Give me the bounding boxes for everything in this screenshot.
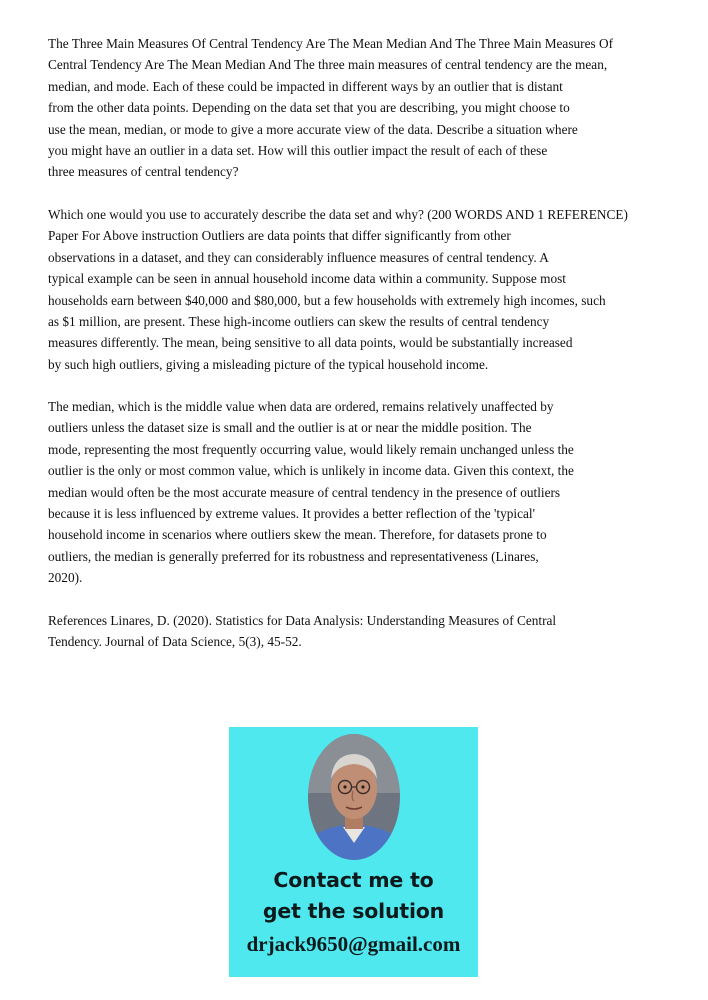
- contact-advertisement[interactable]: [229, 727, 478, 977]
- text-line: by such high outliers, giving a misleading picture of the typical household income.: [48, 356, 489, 372]
- portrait-photo: [307, 733, 401, 861]
- text-line: median would often be the most accurate measure of central tendency in the presence of outliers: [48, 484, 561, 500]
- text-line: outliers unless the dataset size is small and the outlier is at or near the middle position. The: [48, 420, 532, 436]
- text-line: The median, which is the middle value when data are ordered, remains relatively unaffected by: [48, 399, 554, 414]
- text-line: use the mean, median, or mode to give a more accurate view of the data. Describe a situation where: [48, 121, 578, 137]
- text-line: 2020).: [48, 570, 83, 586]
- contact-text-line-1: Contact me to: [273, 868, 434, 892]
- text-line: median, and mode. Each of these could be impacted in different ways by an outlier that is distant: [48, 78, 563, 94]
- text-line: mode, representing the most frequently occurring value, would likely remain unchanged unless the: [48, 441, 574, 457]
- text-line: because it is less influenced by extreme values. It provides a better reflection of the 'typical': [48, 506, 535, 522]
- text-line: as $1 million, are present. These high-income outliers can skew the results of central tendency: [48, 314, 550, 330]
- text-line: observations in a dataset, and they can considerably influence measures of central tendency. A: [48, 249, 549, 265]
- text-line: The Three Main Measures Of Central Tendency Are The Mean Median And The Three Main Measures Of: [48, 36, 613, 51]
- text-line: Central Tendency Are The Mean Median And The three main measures of central tendency are the mean,: [48, 57, 608, 73]
- contact-text-line-2: get the solution: [262, 899, 445, 923]
- email-link[interactable]: drjack9650@gmail.com: [246, 932, 461, 956]
- text-line: Tendency. Journal of Data Science, 5(3), 45-52.: [48, 634, 302, 650]
- text-line: References Linares, D. (2020). Statistics for Data Analysis: Understanding Measures of Central: [48, 613, 557, 628]
- answer-paragraph-2: [48, 396, 574, 589]
- text-line: outliers, the median is generally preferred for its robustness and representativeness (Linares,: [48, 548, 539, 564]
- question-paragraph: [48, 33, 613, 183]
- text-line: measures differently. The mean, being sensitive to all data points, would be substantially increased: [48, 335, 573, 351]
- text-line: you might have an outlier in a data set. How will this outlier impact the result of each of these: [48, 143, 548, 159]
- text-line: household income in scenarios where outliers skew the mean. Therefore, for datasets prone to: [48, 527, 547, 543]
- references-paragraph: [48, 610, 556, 653]
- answer-paragraph-1: [48, 204, 628, 375]
- text-line: three measures of central tendency?: [48, 164, 239, 180]
- text-line: households earn between $40,000 and $80,000, but a few households with extremely high incomes, such: [48, 292, 606, 308]
- text-line: typical example can be seen in annual household income data within a community. Suppose most: [48, 271, 566, 287]
- text-line: Paper For Above instruction Outliers are data points that differ significantly from other: [48, 228, 511, 244]
- text-line: outlier is the only or most common value, which is unlikely in income data. Given this context, the: [48, 463, 574, 479]
- text-line: Which one would you use to accurately describe the data set and why? (200 WORDS AND 1 REFERENCE): [48, 207, 628, 222]
- text-line: from the other data points. Depending on the data set that you are describing, you might choose to: [48, 100, 570, 116]
